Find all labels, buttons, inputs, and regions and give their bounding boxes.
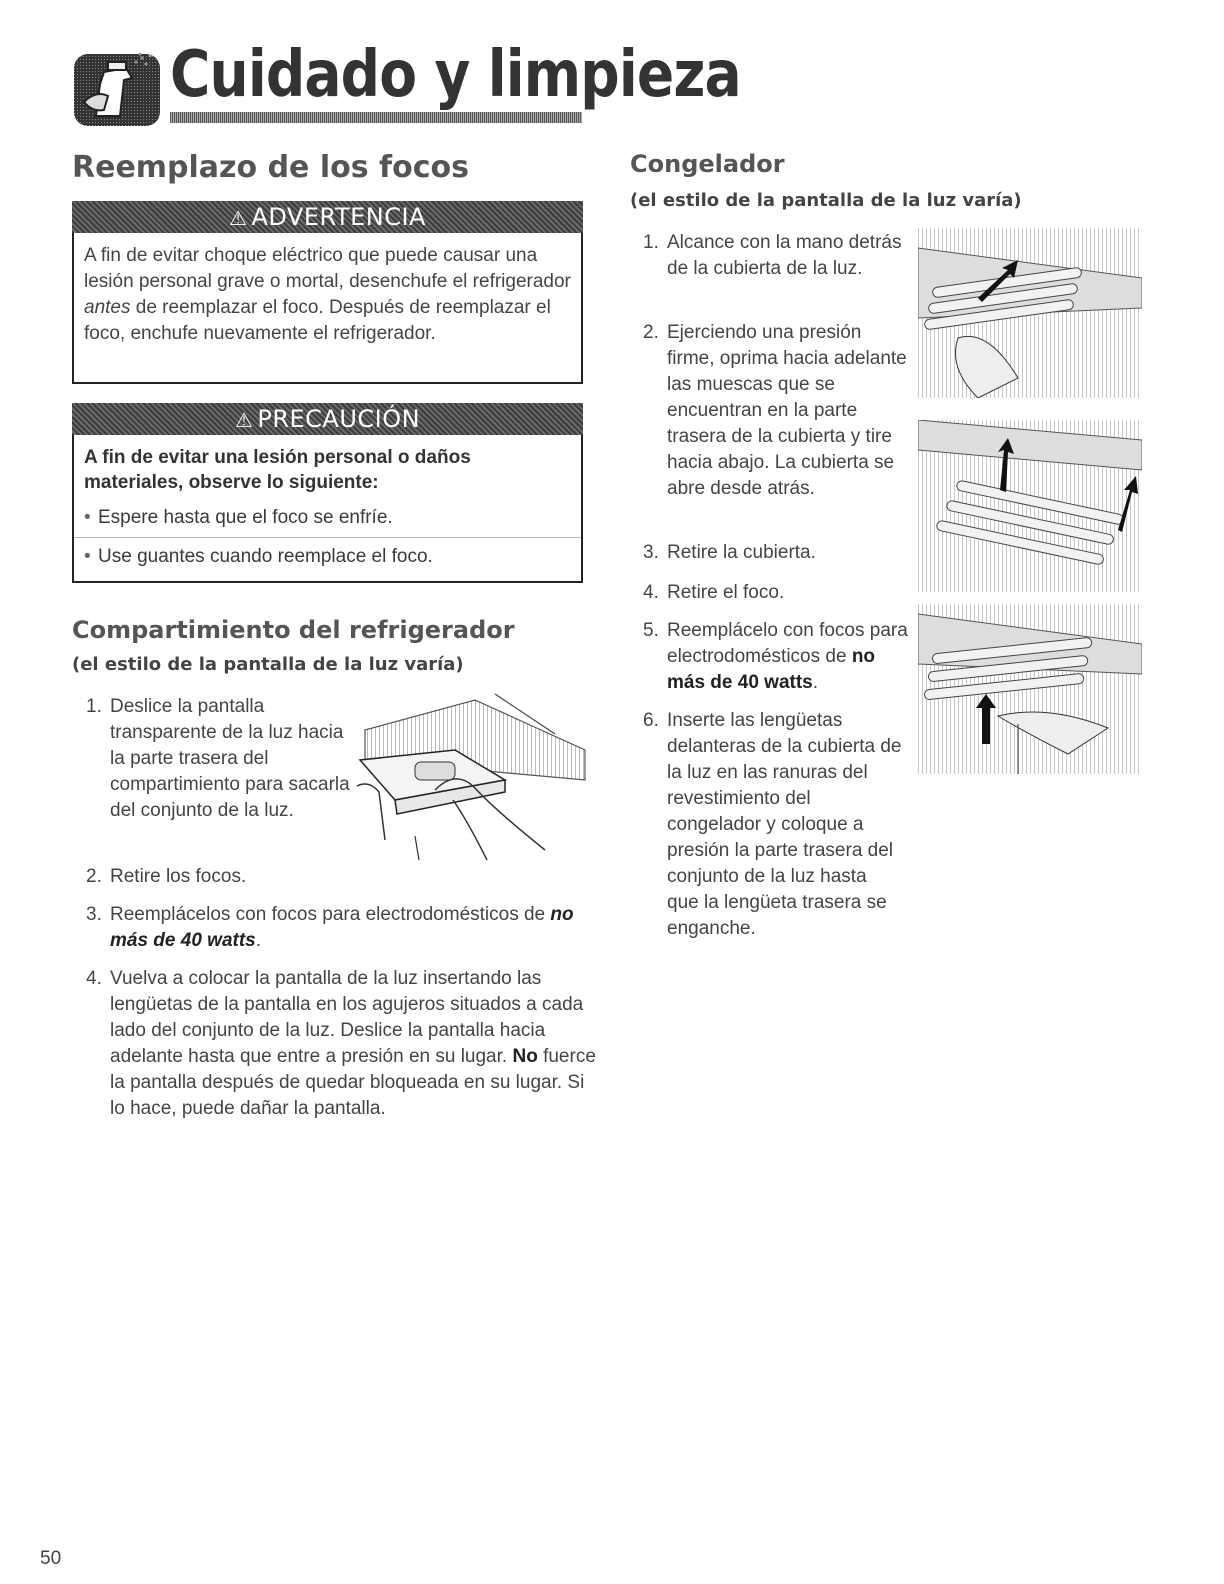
precaucion-bullet-text: Use guantes cuando reemplace el foco. <box>98 546 433 567</box>
section-title-reemplazo: Reemplazo de los focos <box>72 150 469 185</box>
warning-triangle-icon: ⚠ <box>229 206 248 230</box>
step-text: Vuelva a colocar la pantalla de la luz insertando las lengüetas de la pantalla en los agujeros situados a cada lado del conjunto de la luz. Deslice la pantalla hacia adelante hasta que entre a presión en su lugar. <box>110 968 584 1067</box>
refrigerador-light-illustration <box>355 690 590 865</box>
step-text: Retire el foco. <box>667 582 785 603</box>
step-text: Reemplácelos con focos para electrodomésticos de <box>110 904 551 925</box>
advertencia-box <box>72 201 583 384</box>
step-number: 4. <box>86 968 102 989</box>
step-text-bold: No <box>512 1046 538 1067</box>
step-text-tail: . <box>255 930 262 951</box>
congelador-subtitle: (el estilo de la pantalla de la luz varía) <box>630 190 1022 211</box>
congelador-illustration-3 <box>918 604 1142 774</box>
step-number: 4. <box>643 582 659 603</box>
congelador-step-3 <box>643 540 913 566</box>
warning-triangle-icon: ⚠ <box>234 408 254 432</box>
step-number: 2. <box>643 322 659 343</box>
step-text: Inserte las lengüetas delanteras de la cubierta de la luz en las ranuras del revestimiento del congelador y coloque a presión la parte trasera del conjunto de la luz hasta que la lengüeta trasera se enganche. <box>667 710 902 939</box>
advertencia-header <box>72 201 583 233</box>
congelador-step-5 <box>643 618 918 696</box>
step-text: Retire la cubierta. <box>667 542 816 563</box>
step-text: Deslice la pantalla transparente de la luz hacia la parte trasera del compartimiento para sacarla del conjunto de la luz. <box>110 696 350 821</box>
divider <box>74 537 581 538</box>
spray-bottle-icon <box>74 50 160 126</box>
step-number: 1. <box>86 696 102 717</box>
refrigerador-subtitle: (el estilo de la pantalla de la luz varía) <box>72 654 464 675</box>
congelador-step-4 <box>643 580 913 606</box>
step-number: 3. <box>86 904 102 925</box>
page-number: 50 <box>40 1548 62 1569</box>
precaucion-header <box>72 403 583 435</box>
step-number: 3. <box>643 542 659 563</box>
refrigerador-step-2 <box>86 864 596 890</box>
refrigerador-step-4 <box>86 966 596 1122</box>
precaucion-bullet: • Espere hasta que el foco se enfríe. <box>74 505 581 531</box>
step-text-bold: no más de 40 watts <box>667 646 876 693</box>
congelador-step-1 <box>643 230 913 282</box>
step-text: Ejerciendo una presión firme, oprima hacia adelante las muescas que se encuentran en la parte trasera de la cubierta y tire hacia abajo. La cubierta se abre desde atrás. <box>667 322 907 499</box>
section-title-refrigerador: Compartimiento del refrigerador <box>72 616 515 644</box>
refrigerador-step-3 <box>86 902 596 954</box>
advertencia-label: ADVERTENCIA <box>251 203 426 231</box>
advertencia-text-b: de reemplazar el foco. Después de reemplazar el foco, enchufe nuevamente el refrigerador. <box>84 297 551 344</box>
page-header-title: Cuidado y limpieza <box>170 38 741 112</box>
step-number: 2. <box>86 866 102 887</box>
congelador-illustration-2 <box>918 420 1142 592</box>
step-text-tail: fuerce la pantalla después de quedar bloqueada en su lugar. Si lo hace, puede dañar la pantalla. <box>110 1046 596 1119</box>
step-number: 6. <box>643 710 659 731</box>
precaucion-box <box>72 403 583 583</box>
precaucion-bullet: • Use guantes cuando reemplace el foco. <box>74 544 581 570</box>
congelador-illustration-1 <box>918 228 1142 398</box>
precaucion-bullet-text: Espere hasta que el foco se enfríe. <box>98 507 393 528</box>
step-text: Reemplácelo con focos para electrodomésticos de <box>667 620 908 667</box>
step-number: 5. <box>643 620 659 641</box>
congelador-step-2 <box>643 320 913 502</box>
step-text: Retire los focos. <box>110 866 247 887</box>
advertencia-text-a: A fin de evitar choque eléctrico que puede causar una lesión personal grave o mortal, desenchufe el refrigerador <box>84 245 571 292</box>
step-text-tail: . <box>812 672 819 693</box>
advertencia-text <box>74 233 581 347</box>
advertencia-text-em: antes <box>84 297 131 318</box>
refrigerador-step-1 <box>86 694 356 824</box>
precaucion-intro: A fin de evitar una lesión personal o daños materiales, observe lo siguiente: <box>84 447 471 493</box>
step-number: 1. <box>643 232 659 253</box>
step-text: Alcance con la mano detrás de la cubierta de la luz. <box>667 232 902 279</box>
step-text-emphasis: no más de 40 watts <box>110 904 574 951</box>
section-title-congelador: Congelador <box>630 150 785 178</box>
header-rule <box>170 112 582 123</box>
precaucion-label: PRECAUCIÓN <box>257 405 421 433</box>
